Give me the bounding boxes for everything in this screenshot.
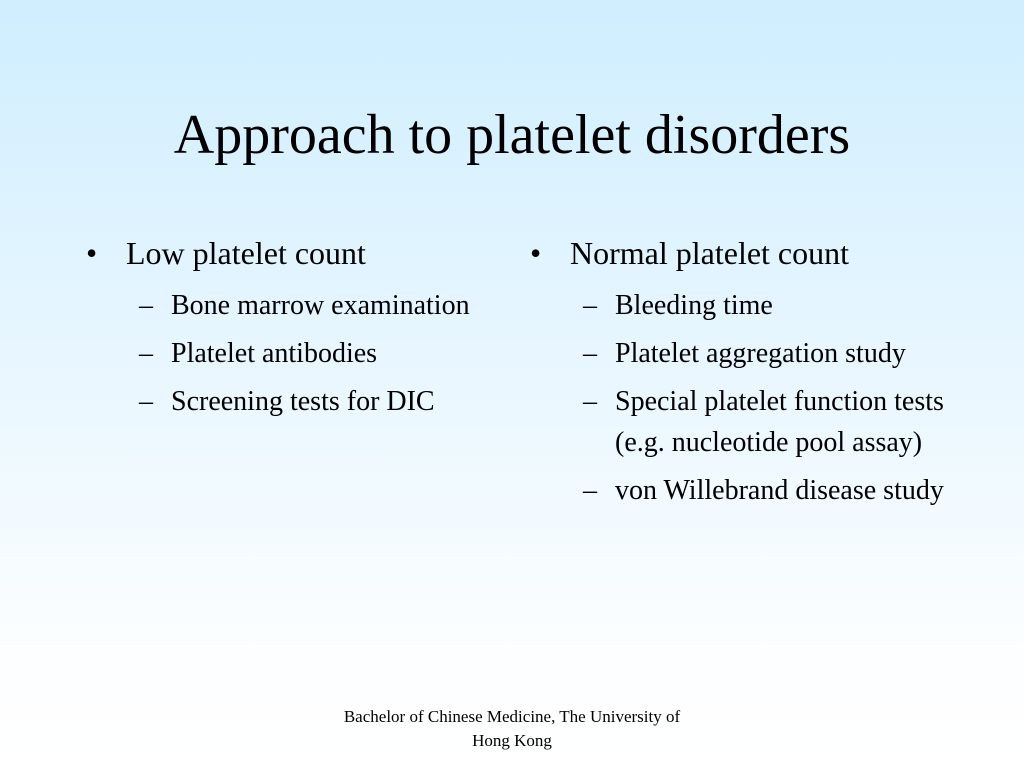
sub-item-text: Bone marrow examination [171,290,470,321]
dash-icon: – [583,290,597,321]
bullet-normal-platelet-count [530,233,950,273]
left-column [86,233,506,429]
sub-item-text: von Willebrand disease study [615,475,944,506]
bullet-text: Low platelet count [126,235,366,271]
dash-icon: – [583,386,597,417]
bullet-low-platelet-count [86,233,506,273]
dash-icon: – [139,338,153,369]
sub-item [530,333,950,374]
sub-item [530,285,950,326]
right-column [530,233,950,518]
bullet-text: Normal platelet count [570,235,850,271]
dash-icon: – [583,475,597,506]
slide-title: Approach to platelet disorders [173,104,851,166]
dash-icon: – [139,290,153,321]
dash-icon: – [583,338,597,369]
sub-item-text: Screening tests for DIC [171,386,435,417]
sub-item [86,333,506,374]
sub-item [86,285,506,326]
sub-item-text: Platelet antibodies [171,338,378,369]
sub-list-low [86,285,506,422]
sub-item-text: Special platelet function tests (e.g. nucleotide pool assay) [615,386,944,458]
bullet-icon: • [530,235,542,271]
sub-list-normal [530,285,950,511]
sub-item [86,381,506,422]
bullet-icon: • [86,235,98,271]
sub-item [530,381,950,463]
slide-footer: Bachelor of Chinese Medicine, The University of Hong Kong [343,707,681,750]
sub-item-text: Bleeding time [615,290,773,321]
dash-icon: – [139,386,153,417]
sub-item-text: Platelet aggregation study [615,338,906,369]
sub-item [530,470,950,511]
